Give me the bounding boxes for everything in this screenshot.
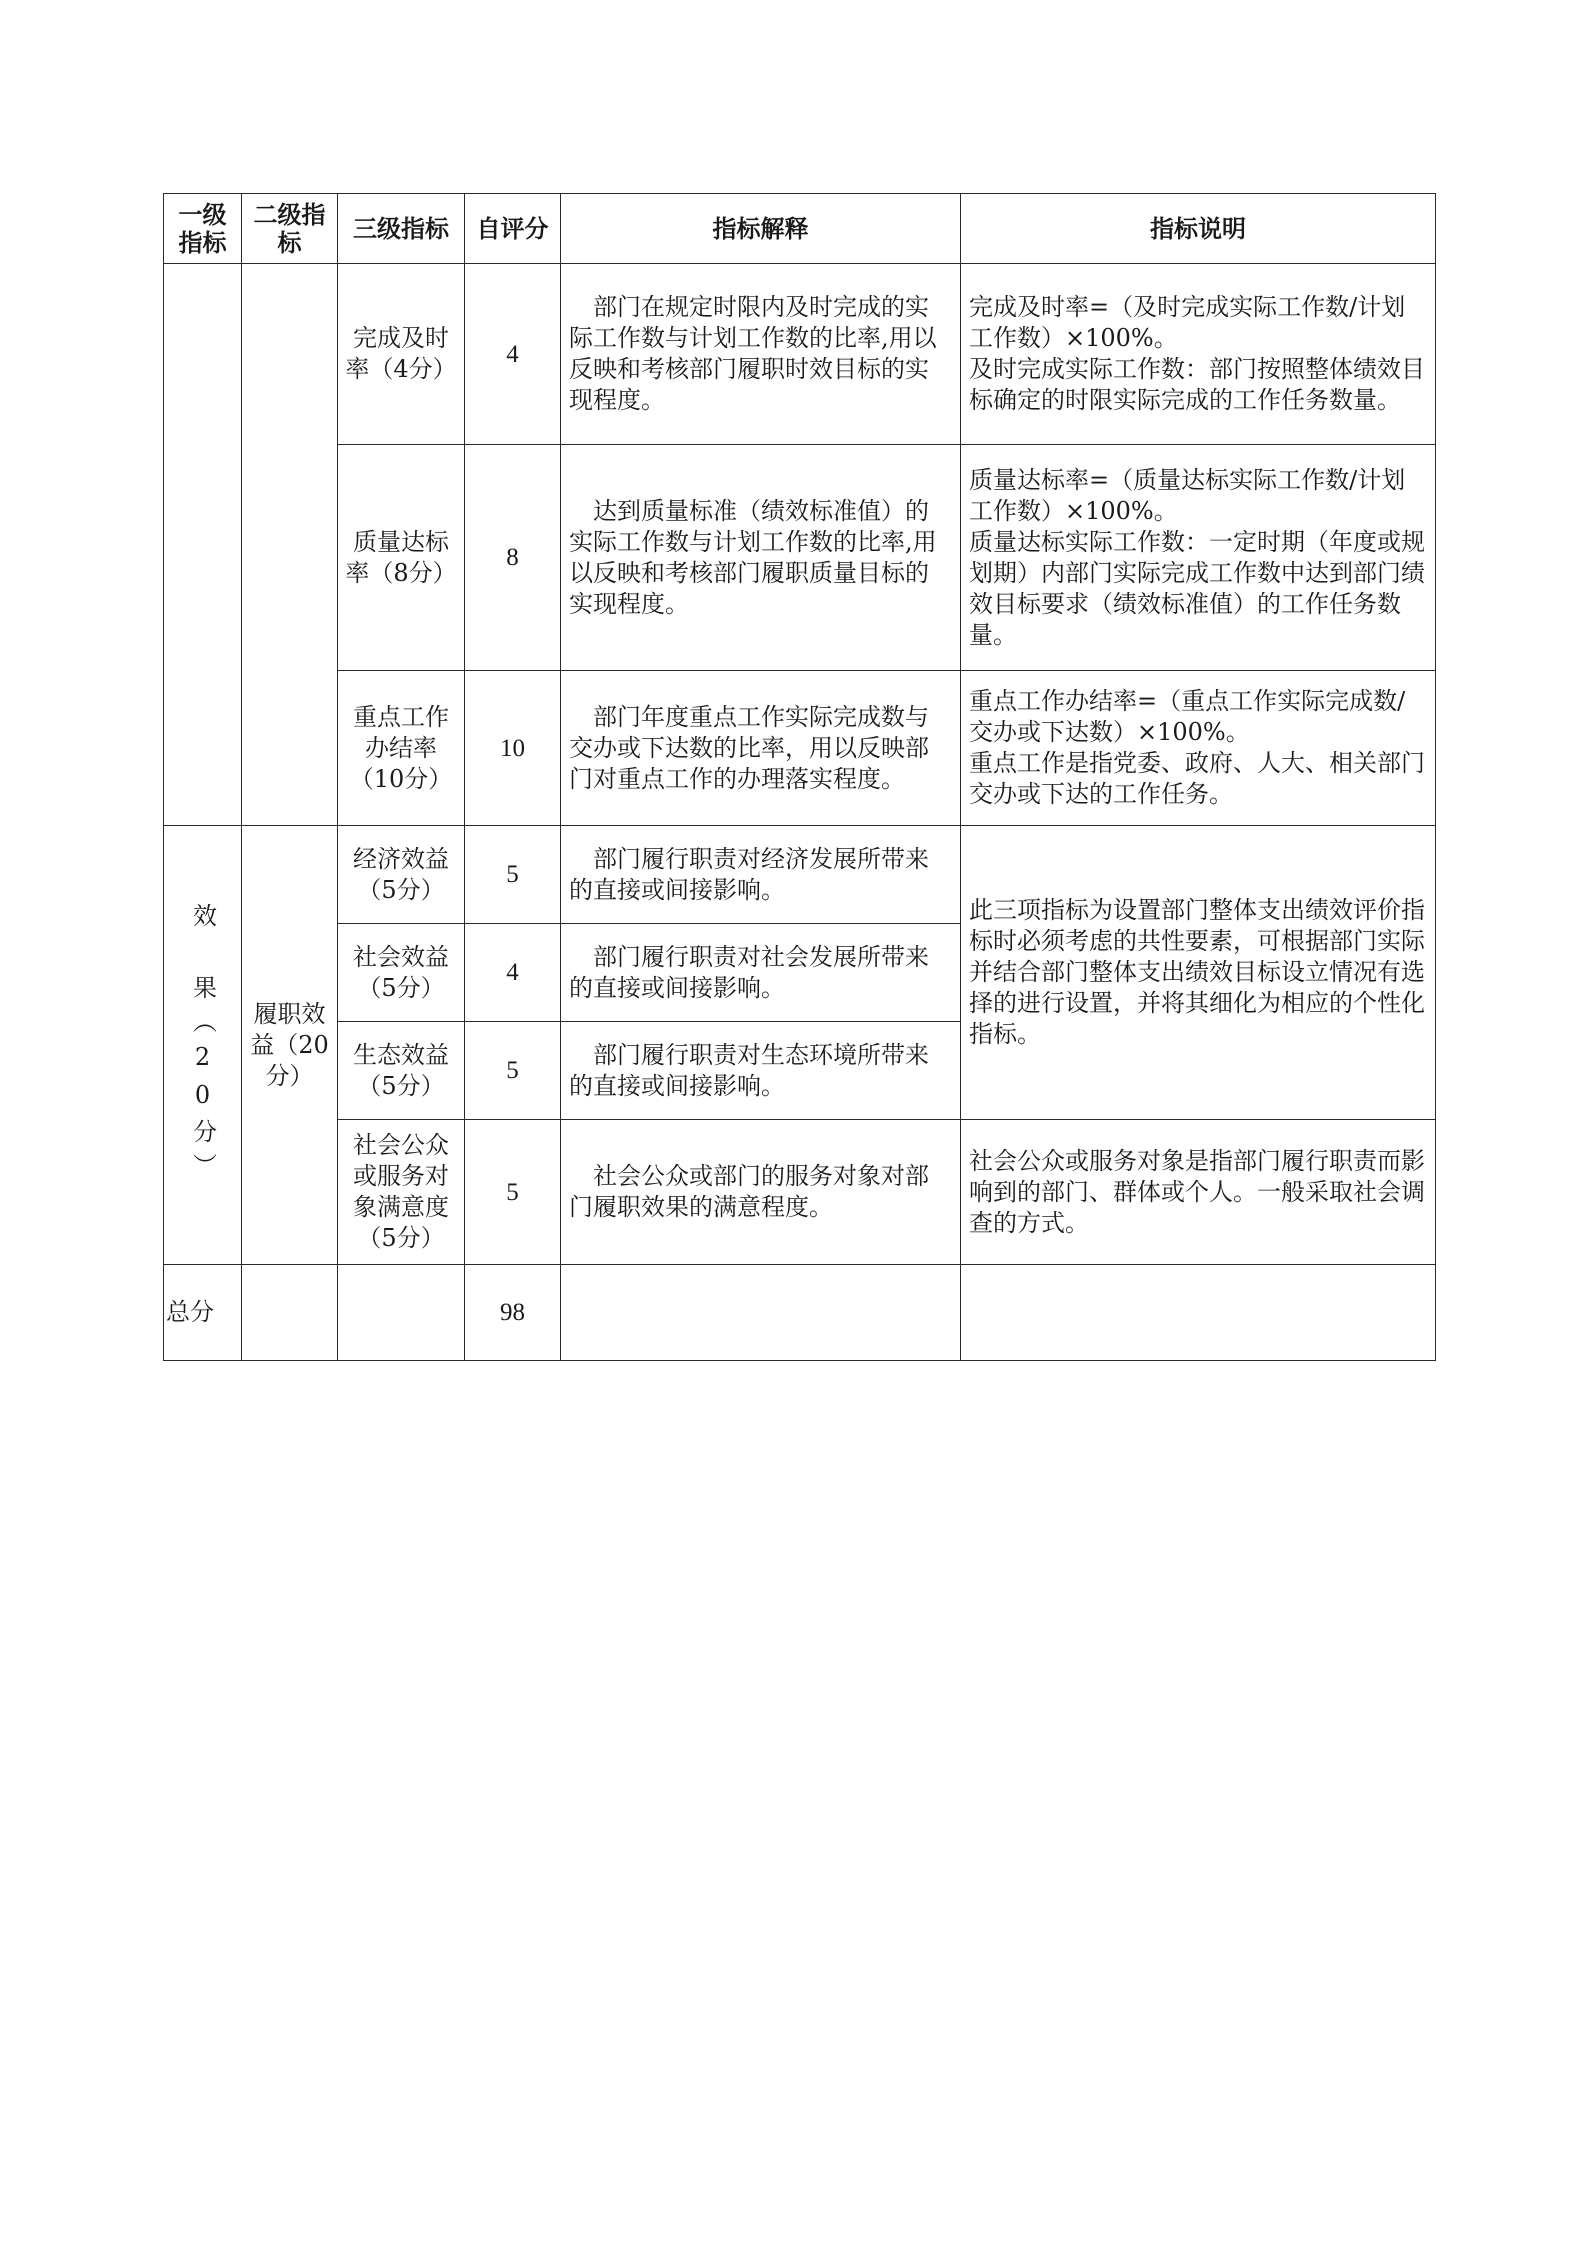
total-description-empty <box>961 1265 1436 1361</box>
evaluation-table <box>163 193 1436 1361</box>
explanation-cell: 达到质量标准（绩效标准值）的实际工作数与计划工作数的比率,用以反映和考核部门履职质量目标的实现程度。 <box>561 445 961 671</box>
explanation-cell: 部门履行职责对经济发展所带来的直接或间接影响。 <box>561 826 961 924</box>
table-row <box>164 671 1436 826</box>
explanation-cell: 部门年度重点工作实际完成数与交办或下达数的比率，用以反映部门对重点工作的办理落实程度。 <box>561 671 961 826</box>
explanation-cell: 社会公众或部门的服务对象对部门履职效果的满意程度。 <box>561 1120 961 1265</box>
description-cell: 质量达标率=（质量达标实际工作数/计划工作数）×100%。 质量达标实际工作数：一定时期（年度或规划期）内部门实际完成工作数中达到部门绩效目标要求（绩效标准值）的工作任务数量。 <box>961 445 1436 671</box>
table-row <box>164 826 1436 924</box>
total-level2-empty <box>242 1265 338 1361</box>
level1-label: 效 果（20分） <box>188 903 217 1187</box>
score-cell: 8 <box>465 445 561 671</box>
level3-cell: 生态效益（5分） <box>338 1022 465 1120</box>
score-cell: 5 <box>465 1120 561 1265</box>
level3-cell: 重点工作办结率（10分） <box>338 671 465 826</box>
header-level3: 三级指标 <box>338 194 465 264</box>
header-level1: 一级指标 <box>164 194 242 264</box>
score-cell: 4 <box>465 924 561 1022</box>
total-explanation-empty <box>561 1265 961 1361</box>
total-row <box>164 1265 1436 1361</box>
level2-cell-empty <box>242 264 338 826</box>
score-cell: 4 <box>465 264 561 445</box>
header-row <box>164 194 1436 264</box>
explanation-cell: 部门履行职责对社会发展所带来的直接或间接影响。 <box>561 924 961 1022</box>
score-cell: 10 <box>465 671 561 826</box>
explanation-cell: 部门在规定时限内及时完成的实际工作数与计划工作数的比率,用以反映和考核部门履职时效目标的实现程度。 <box>561 264 961 445</box>
level1-cell-empty <box>164 264 242 826</box>
evaluation-table-container <box>163 193 1436 1361</box>
description-cell: 社会公众或服务对象是指部门履行职责而影响到的部门、群体或个人。一般采取社会调查的方式。 <box>961 1120 1436 1265</box>
total-score: 98 <box>465 1265 561 1361</box>
header-explanation: 指标解释 <box>561 194 961 264</box>
level2-cell: 履职效益（20分） <box>242 826 338 1265</box>
level3-cell: 质量达标率（8分） <box>338 445 465 671</box>
header-score: 自评分 <box>465 194 561 264</box>
score-cell: 5 <box>465 826 561 924</box>
level3-cell: 经济效益（5分） <box>338 826 465 924</box>
level3-cell: 社会效益（5分） <box>338 924 465 1022</box>
level1-cell-effect <box>164 826 242 1265</box>
level3-cell: 完成及时率（4分） <box>338 264 465 445</box>
level3-cell: 社会公众或服务对象满意度（5分） <box>338 1120 465 1265</box>
description-cell: 重点工作办结率=（重点工作实际完成数/交办或下达数）×100%。 重点工作是指党委、政府、人大、相关部门交办或下达的工作任务。 <box>961 671 1436 826</box>
score-cell: 5 <box>465 1022 561 1120</box>
description-cell-shared: 此三项指标为设置部门整体支出绩效评价指标时必须考虑的共性要素，可根据部门实际并结合部门整体支出绩效目标设立情况有选择的进行设置，并将其细化为相应的个性化指标。 <box>961 826 1436 1120</box>
total-label: 总分 <box>164 1265 242 1361</box>
description-cell: 完成及时率=（及时完成实际工作数/计划工作数）×100%。 及时完成实际工作数：部门按照整体绩效目标确定的时限实际完成的工作任务数量。 <box>961 264 1436 445</box>
table-row <box>164 1120 1436 1265</box>
explanation-cell: 部门履行职责对生态环境所带来的直接或间接影响。 <box>561 1022 961 1120</box>
header-level2: 二级指标 <box>242 194 338 264</box>
header-description: 指标说明 <box>961 194 1436 264</box>
table-row <box>164 445 1436 671</box>
table-row <box>164 264 1436 445</box>
total-level3-empty <box>338 1265 465 1361</box>
